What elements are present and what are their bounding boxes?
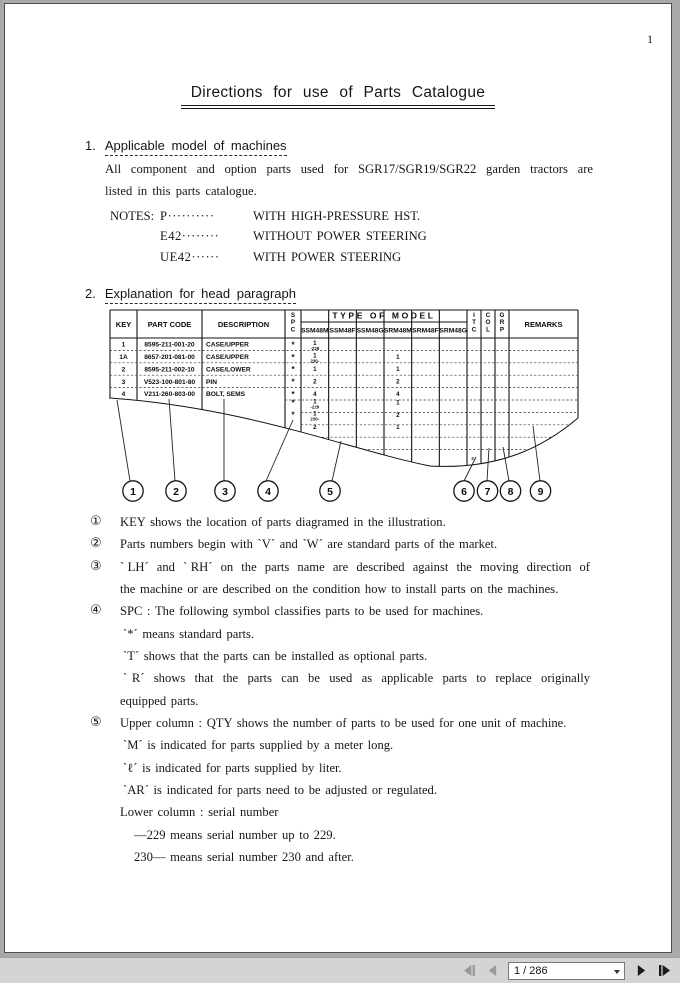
first-page-button[interactable] (462, 965, 476, 977)
callout-8 (500, 481, 520, 501)
svg-text:4: 4 (313, 391, 317, 398)
svg-text:2: 2 (313, 378, 317, 386)
circled-number-icon: ⑤ (90, 715, 102, 731)
svg-text:T: T (472, 319, 476, 327)
svg-text:1: 1 (313, 410, 317, 418)
svg-text:REMARKS: REMARKS (524, 320, 563, 329)
first-page-icon (463, 965, 476, 976)
explanation-line (90, 645, 590, 667)
page-title: Directions for use of Parts Catalogue (181, 84, 495, 109)
notes-label: NOTES: (110, 209, 155, 223)
svg-text:3: 3 (471, 456, 474, 461)
svg-text:2: 2 (313, 424, 317, 432)
svg-text:C: C (290, 326, 296, 334)
svg-text:1: 1 (313, 398, 317, 406)
explanation-line (90, 824, 590, 846)
document-page (4, 3, 672, 953)
svg-text:2: 2 (396, 411, 400, 419)
explanation-text: equipped parts. (120, 693, 199, 708)
circled-number-icon: ② (90, 536, 102, 552)
svg-text:-229: -229 (310, 404, 320, 410)
svg-text:O: O (485, 319, 491, 327)
svg-text:V523-100-801-80: V523-100-801-80 (143, 378, 196, 386)
svg-text:8595-211-001-20: 8595-211-001-20 (144, 341, 195, 349)
explanation-text: ˋAR´ is indicated for parts need to be adjusted or regulated. (123, 783, 438, 798)
svg-text:SSM48G: SSM48G (356, 327, 384, 335)
page-navigation-toolbar (0, 957, 680, 983)
explanation-text: ˋLH´ and ˋRH´ on the parts name are described against the moving direction of (120, 559, 590, 574)
svg-text:3: 3 (121, 378, 126, 386)
explanation-text: 230— means serial number 230 and after. (134, 850, 354, 865)
svg-text:1: 1 (313, 340, 317, 348)
svg-text:1: 1 (396, 353, 400, 361)
explanation-text: ˋ*´ means standard parts. (123, 626, 255, 641)
page-indicator-box[interactable] (508, 962, 625, 980)
svg-text:*: * (291, 340, 295, 350)
callout-6 (454, 481, 474, 501)
explanation-text: Upper column : QTY shows the number of parts to be used for one unit of machine. (120, 716, 567, 731)
circled-number-icon: ① (90, 514, 102, 529)
explanation-line (90, 511, 590, 533)
explanation-line (90, 578, 590, 600)
explanation-text: ˋR´ shows that the parts can be used as applicable parts to replace originally (123, 671, 590, 686)
svg-text:230-: 230- (310, 358, 320, 364)
callout-5 (320, 481, 340, 501)
svg-text:L: L (486, 326, 490, 334)
section-heading-text: Explanation for head paragraph (105, 286, 296, 304)
explanation-text: Lower column : serial number (120, 805, 279, 820)
svg-text:2: 2 (396, 378, 400, 386)
svg-text:*: * (291, 352, 295, 362)
explanation-line (90, 556, 590, 578)
svg-text:KEY: KEY (115, 320, 132, 329)
dropdown-caret-icon (614, 970, 620, 974)
explanation-line (90, 846, 590, 868)
svg-text:V211-260-803-00: V211-260-803-00 (144, 391, 195, 399)
svg-text:1A: 1A (119, 354, 128, 361)
paragraph-line: listed in this parts catalogue. (105, 184, 257, 199)
explanation-line (90, 623, 590, 645)
explanation-text: the machine or are described on the condition how to install parts on the machines. (120, 582, 559, 597)
explanation-line (90, 779, 590, 801)
svg-text:CASE/UPPER: CASE/UPPER (206, 354, 249, 361)
svg-text:2: 2 (121, 366, 126, 374)
explanation-line (90, 801, 590, 823)
explanation-text: ˋT´ shows that the parts can be installed as optional parts. (123, 649, 428, 664)
explanation-line (90, 533, 590, 555)
svg-text:1: 1 (313, 366, 317, 374)
svg-text:*: * (291, 398, 295, 408)
explanation-text: KEY shows the location of parts diagramed in the illustration. (120, 515, 446, 529)
svg-text:8595-211-002-10: 8595-211-002-10 (144, 366, 195, 374)
next-page-icon (635, 965, 648, 976)
explanation-line (90, 600, 590, 622)
explanation-line (90, 734, 590, 756)
svg-text:TYPE OF MODEL: TYPE OF MODEL (332, 310, 436, 321)
page-number: 1 (647, 32, 653, 46)
svg-text:PART CODE: PART CODE (147, 320, 192, 329)
paragraph-line: All component and option parts used for SGR17/SGR19/SGR22 garden tractors are (105, 162, 593, 176)
svg-text:S: S (290, 312, 296, 319)
explanation-line (90, 757, 590, 779)
svg-text:4: 4 (265, 485, 271, 498)
explanation-line (90, 690, 590, 712)
svg-text:P: P (499, 326, 505, 334)
next-page-button[interactable] (634, 965, 648, 977)
note-code: P·········· (160, 209, 215, 223)
svg-text:1: 1 (121, 341, 126, 349)
svg-text:SRM48M: SRM48M (383, 327, 412, 335)
svg-text:*: * (291, 390, 295, 399)
svg-text:DESCRIPTION: DESCRIPTION (217, 320, 270, 329)
svg-text:6: 6 (461, 485, 467, 498)
svg-text:C: C (471, 326, 477, 334)
callout-1 (123, 481, 143, 501)
note-code: E42········ (160, 229, 220, 244)
svg-text:CASE/LOWER: CASE/LOWER (206, 366, 251, 374)
callout-4 (258, 481, 278, 501)
callout-9 (530, 481, 550, 501)
section-heading-text: Applicable model of machines (105, 138, 287, 156)
circled-number-icon: ④ (90, 603, 102, 619)
explanation-text: ˋℓ´ is indicated for parts supplied by liter. (123, 760, 342, 775)
svg-text:8657-201-081-00: 8657-201-081-00 (144, 354, 195, 361)
svg-text:7: 7 (484, 485, 491, 498)
explanation-text: SPC : The following symbol classifies parts to be used for machines. (120, 604, 484, 619)
svg-text:9: 9 (537, 485, 544, 498)
svg-text:C: C (485, 312, 491, 319)
last-page-icon (658, 965, 671, 976)
svg-text:4: 4 (121, 391, 126, 399)
svg-text:PIN: PIN (206, 378, 217, 386)
callout-3 (215, 481, 235, 501)
svg-text:*: * (291, 377, 295, 387)
svg-text:SRM48F: SRM48F (412, 327, 439, 335)
svg-text:1: 1 (396, 399, 400, 407)
svg-text:1: 1 (313, 352, 317, 360)
svg-text:P: P (290, 319, 296, 327)
previous-page-button[interactable] (485, 965, 499, 977)
svg-text:1: 1 (396, 424, 400, 432)
previous-page-icon (486, 965, 499, 976)
svg-text:R: R (499, 319, 505, 327)
note-description: WITHOUT POWER STEERING (253, 229, 427, 244)
svg-text:SSM48F: SSM48F (329, 327, 356, 335)
svg-text:*: * (291, 365, 295, 375)
svg-text:1: 1 (130, 485, 136, 498)
explanation-list (90, 511, 590, 869)
explanation-text: —229 means serial number up to 229. (134, 827, 336, 842)
svg-text:-229: -229 (310, 346, 320, 351)
note-description: WITH POWER STEERING (253, 249, 402, 264)
svg-text:1: 1 (396, 366, 400, 374)
section-number: 2. (85, 286, 96, 301)
svg-text:SRM48G: SRM48G (439, 327, 467, 335)
section-number: 1. (85, 138, 96, 153)
svg-text:SSM48M: SSM48M (301, 327, 329, 335)
svg-text:BOLT, SEMS: BOLT, SEMS (206, 391, 246, 399)
svg-text:230-: 230- (310, 416, 320, 422)
explanation-line (90, 667, 590, 689)
explanation-text: ˋM´ is indicated for parts supplied by a meter long. (123, 738, 394, 753)
svg-text:3: 3 (222, 485, 228, 498)
svg-text:I: I (473, 312, 475, 319)
svg-text:*: * (291, 410, 295, 420)
note-description: WITH HIGH-PRESSURE HST. (253, 209, 421, 223)
svg-text:4: 4 (396, 391, 400, 398)
callout-2 (166, 481, 186, 501)
page-indicator: 1 / 286 (514, 964, 548, 977)
last-page-button[interactable] (657, 965, 671, 977)
note-code: UE42······ (160, 249, 220, 264)
svg-text:G: G (499, 312, 505, 319)
svg-text:CASE/UPPER: CASE/UPPER (206, 341, 249, 349)
svg-text:8: 8 (507, 485, 514, 498)
explanation-text: Parts numbers begin with ˋV´ and ˋW´ are standard parts of the market. (120, 537, 498, 552)
svg-text:2: 2 (173, 485, 179, 498)
circled-number-icon: ③ (90, 558, 102, 574)
callout-7 (477, 481, 497, 501)
explanation-line (90, 712, 590, 734)
svg-text:5: 5 (327, 485, 333, 498)
